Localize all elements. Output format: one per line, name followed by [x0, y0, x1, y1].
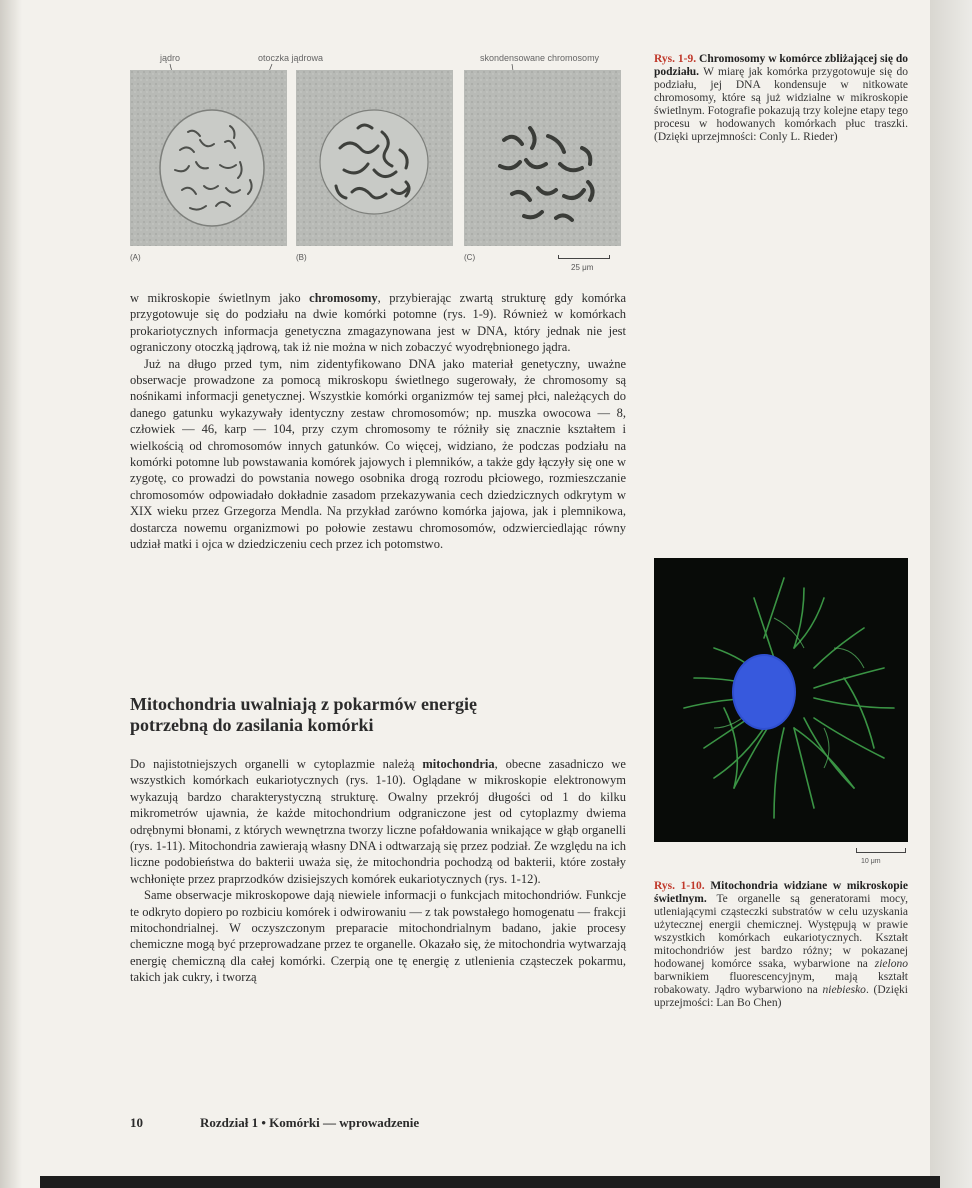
p3-rest: , obecne zasadniczo we wszystkich komórkach eukariotycznych (rys. 1-10). Oglądane w mikroskopie elektronowym wykazują bardzo charakterystyczną strukturę. Owalny przekrój długości od 1 do kilku mikrometrów ujawnia, że każde mitochondrium odgraniczone jest od cytoplazmy dwiema odrębnymi błonami, z których wewnętrzna tworzy liczne pofałdowania wnikające w głąb organelli (rys. 1-11). Mitochondria zawierają własny DNA i odtwarzają się przez podział. Ze względu na ich liczne podobieństwa do bakterii uważa się, że mitochondria pochodzą od bakterii, które zostały wchłonięte przez praprzodków dzisiejszych komórek eukariotycznych (rys. 1-12). — [130, 757, 626, 886]
running-footer: Rozdział 1 • Komórki — wprowadzenie — [200, 1115, 420, 1130]
panel-label-a: (A) — [130, 253, 141, 262]
scale-bar-1-9 — [558, 255, 610, 259]
figure-1-9-ref: Rys. 1-9. — [654, 53, 697, 65]
label-nucleus: jądro — [160, 53, 181, 63]
scale-bar-1-10 — [856, 848, 906, 853]
figure-1-9-text: W miarę jak komórka przygotowuje się do podziału, jej DNA kondensuje w nitkowate chromosomy, które są już widzialne w mikroskopie świetlnym. Fotografie pokazują trzy kolejne etapy tego procesu w hodowanych komórkach płuc traszki. (Dzięki uprzejmności: Conly L. Rieder) — [654, 66, 908, 143]
label-nuclear-envelope: otoczka jądrowa — [258, 53, 324, 63]
section-heading — [130, 694, 630, 736]
color-word-blue: niebiesko — [822, 984, 866, 996]
paragraph-1 — [130, 290, 626, 356]
scan-border — [40, 1176, 940, 1188]
figure-1-10-text-b: barwnikiem fluorescencyjnym, mają kształt robakowaty. Jądro wybarwiono na — [654, 971, 908, 996]
figure-1-10-caption — [654, 880, 908, 1010]
scale-label-1-10: 10 μm — [861, 858, 881, 865]
color-word-green: zielono — [874, 958, 908, 970]
micrograph-c — [464, 70, 621, 246]
body-text-lower — [130, 756, 626, 986]
term-chromosomy: chromosomy — [309, 291, 378, 305]
figure-1-10-text-a: Te organelle są generatorami mocy, utleniającymi cząsteczki substratów w celu uzyskania użytecznej energii chemicznej. Występują w prawie wszystkich komórkach eukariotycznych. Kształt mitochondriów jest bardzo różny; w pokazanej hodowanej komórce ssaka, wybarwione na — [654, 893, 908, 970]
paragraph-4: Same obserwacje mikroskopowe dają niewiele informacji o funkcjach mitochondriów. Funkcje te odkryto dopiero po rozbiciu komórek i odwirowaniu — z tak powstałego homogenatu — frakcji mitochondrialnej. W oczyszczonym preparacie mitochondrialnym badano, jakie procesy chemiczne mogą być przeprowadzane przez te organelle. Okazało się, że mitochondria wytwarzają energię chemiczną dla całej komórki. Czerpią one tę energię z utlenienia cząsteczek pokarmu, takich jak cukry, i tworzą — [130, 888, 626, 985]
figure-1-10-text-c: . (Dzięki uprzejmości: Lan Bo Chen) — [654, 984, 909, 1009]
paragraph-2: Już na długo przed tym, nim zidentyfikowano DNA jako materiał genetyczny, uważne obserwacje prowadzone za pomocą mikroskopu świetlnego sugerowały, że chromosomy są nośnikami informacji genetycznej. Wszystkie komórki organizmów tej samej płci, należących do danego gatunku wykazywały identyczny zestaw chromosomów; np. muszka owocowa — 8, człowiek — 46, karp — 104, przy czym chromosomy te różniły się znacznie kształtem i wielkością od chromosomów innych gatunków. Co więcej, widziano, że podczas podziału na komórki potomne lub powstawania komórek jajowych i plemników, a także gdy łączyły się one w zygotę, co prowadzi do powstania nowego osobnika drogą rozrodu płciowego, rozmieszczanie chromosomów odpowiadało dokładnie zasadom przekazywania cech dziedzicznych odkrytym w XIX wieku przez Grzegorza Mendla. Na przykład zarówno komórka jajowa, jak i plemnikowa, dostarcza nowemu organizmowi po połowie zestawu chromosomów, odzwierciedlając równy udział matki i ojca w dziedziczeniu cech przez ich potomstwo. — [130, 356, 626, 552]
p3-start: Do najistotniejszych organelli w cytoplazmie należą — [130, 757, 423, 771]
scale-label-1-9: 25 μm — [571, 263, 594, 272]
body-text-upper — [130, 290, 626, 553]
figure-1-10-title: Mitochondria widziane w mikroskopie świetlnym. — [654, 880, 908, 905]
micrograph-b — [296, 70, 453, 246]
panel-label-b: (B) — [296, 253, 307, 262]
p1-rest: , przybierając zwartą strukturę gdy komórka przygotowuje się do podziału na dwie komórki potomne (rys. 1-9). Również w komórkach prokariotycznych informacja genetyczna zmagazynowana jest w DNA, który jednak nie jest ograniczony otoczką jądrową, tak iż nie można w nich zobaczyć wyodrębnionego jądra. — [130, 291, 627, 355]
panel-label-c: (C) — [464, 253, 476, 262]
paragraph-3 — [130, 756, 626, 887]
heading-line-1: Mitochondria uwalniają z pokarmów energię — [130, 694, 477, 714]
term-mitochondria: mitochondria — [422, 757, 495, 771]
page-number: 10 — [130, 1115, 143, 1130]
figure-1-9-caption — [654, 53, 908, 144]
p1-start: w mikroskopie świetlnym jako — [130, 291, 310, 305]
figure-1-9-title: Chromosomy w komórce zbliżającej się do podziału. — [654, 53, 908, 78]
heading-line-2: potrzebną do zasilania komórki — [130, 715, 374, 735]
micrograph-a — [130, 70, 287, 246]
fluorescence-micrograph — [654, 558, 908, 842]
figure-1-10-ref: Rys. 1-10. — [654, 880, 705, 892]
label-condensed-chromosomes: skondensowane chromosomy — [480, 53, 600, 63]
